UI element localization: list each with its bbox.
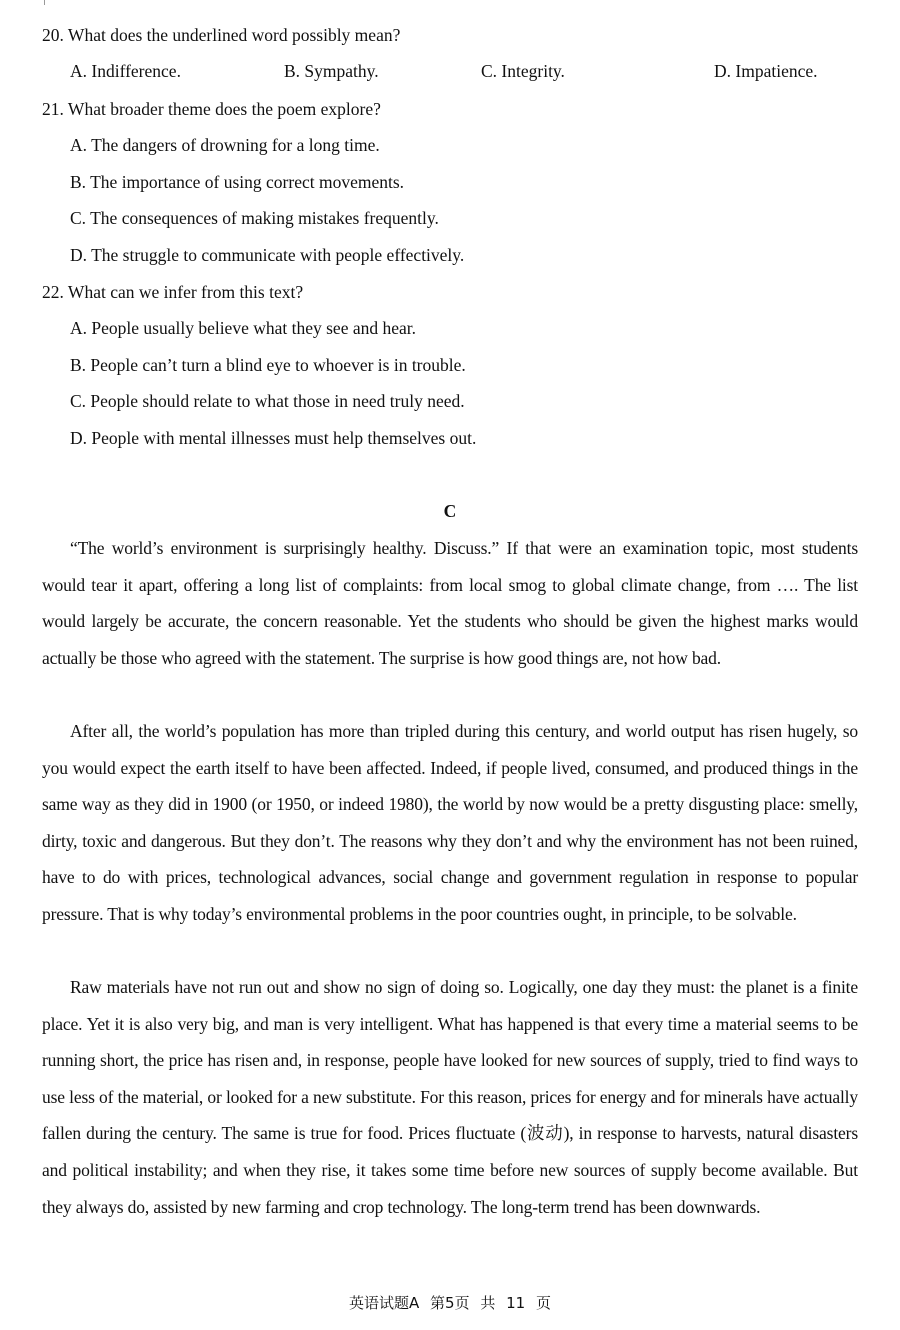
- option-20-d[interactable]: D. Impatience.: [714, 61, 818, 81]
- option-22-c[interactable]: C. People should relate to what those in need truly need.: [70, 391, 465, 411]
- question-22-stem: 22. What can we infer from this text?: [42, 282, 304, 302]
- question-20-options: [0, 60, 900, 82]
- option-21-a[interactable]: A. The dangers of drowning for a long time.: [70, 135, 380, 155]
- corner-mark: [44, 0, 45, 5]
- question-21-stem: 21. What broader theme does the poem explore?: [42, 99, 381, 119]
- option-22-a[interactable]: A. People usually believe what they see and hear.: [70, 318, 417, 338]
- passage-paragraph-3: Raw materials have not run out and show no sign of doing so. Logically, one day they must: the planet is a finite place. Yet it is also very big, and man is very intelligent. What has happened is that every time a material seems to be running short, the price has risen and, in response, people have looked for new sources of supply, tried to find ways to use less of the material, or looked for a new substitute. For this reason, prices for energy and for minerals have actually fallen during the century. The same is true for food. Prices fluctuate (波动), in response to harvests, natural disasters and political instability; and when they rise, it takes some time before new sources of supply become available. But they always do, assisted by new farming and crop technology. The long-term trend has been downwards.: [42, 977, 858, 1217]
- option-22-b[interactable]: B. People can’t turn a blind eye to whoever is in trouble.: [70, 355, 466, 375]
- section-heading: C: [443, 501, 457, 521]
- option-20-a[interactable]: A. Indifference.: [70, 61, 181, 81]
- page-footer: 英语试题A 第5页 共 11 页: [349, 1294, 551, 1312]
- option-21-d[interactable]: D. The struggle to communicate with people effectively.: [70, 245, 465, 265]
- option-20-c[interactable]: C. Integrity.: [481, 61, 565, 81]
- option-20-b[interactable]: B. Sympathy.: [284, 61, 379, 81]
- passage-paragraph-2: After all, the world’s population has more than tripled during this century, and world output has risen hugely, so you would expect the earth itself to have been affected. Indeed, if people lived, consumed, and produced things in the same way as they did in 1900 (or 1950, or indeed 1980), the world by now would be a pretty disgusting place: smelly, dirty, toxic and dangerous. But they don’t. The reasons why they don’t and why the environment has not been ruined, have to do with prices, technological advances, social change and government regulation in response to popular pressure. That is why today’s environmental problems in the poor countries ought, in principle, to be solvable.: [42, 721, 858, 924]
- option-21-c[interactable]: C. The consequences of making mistakes frequently.: [70, 208, 439, 228]
- question-20-stem: 20. What does the underlined word possibly mean?: [42, 25, 401, 45]
- option-22-d[interactable]: D. People with mental illnesses must help themselves out.: [70, 428, 477, 448]
- passage-paragraph-1: “The world’s environment is surprisingly healthy. Discuss.” If that were an examination topic, most students would tear it apart, offering a long list of complaints: from local smog to global climate change, from …. The list would largely be accurate, the concern reasonable. Yet the students who should be given the highest marks would actually be those who agreed with the statement. The surprise is how good things are, not how bad.: [42, 538, 858, 668]
- option-21-b[interactable]: B. The importance of using correct movements.: [70, 172, 405, 192]
